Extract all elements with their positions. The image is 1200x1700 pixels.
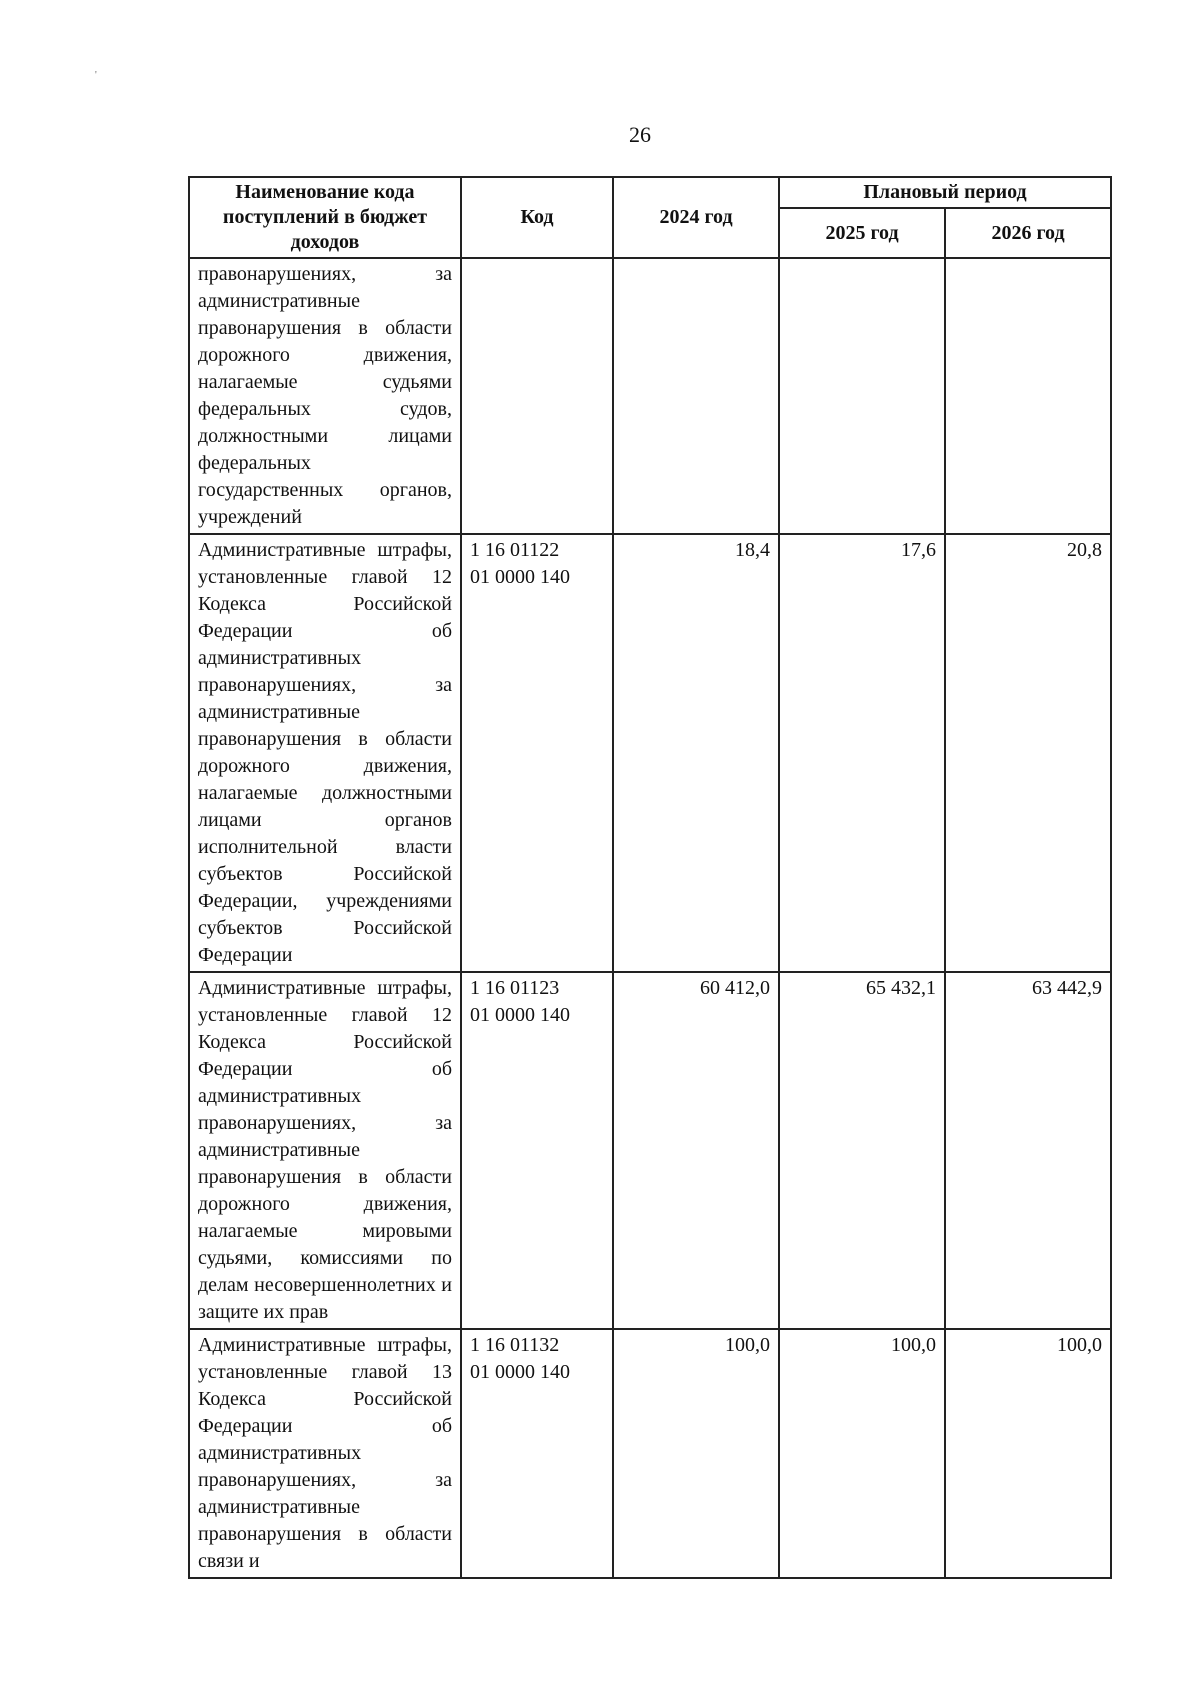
row-value-2026: 20,8 (945, 534, 1111, 972)
header-planned-period: Плановый период (779, 177, 1111, 208)
header-row-1 (189, 177, 1111, 208)
row-code (461, 972, 613, 1329)
row-code-line-1: 1 16 01123 (470, 977, 560, 999)
row-code-line-2: 01 0000 140 (470, 566, 570, 588)
header-name: Наименование кода поступлений в бюджет доходов (189, 177, 461, 258)
header-code: Код (461, 177, 613, 258)
row-name: Административные штрафы, установленные главой 13 Кодекса Российской Федерации об административных правонарушениях, за административные правонарушения в области связи и (189, 1329, 461, 1578)
row-code-line-2: 01 0000 140 (470, 1361, 570, 1383)
row-value-2024: 18,4 (613, 534, 779, 972)
revenue-table (188, 176, 1112, 1579)
row-code-line-1: 1 16 01132 (470, 1334, 560, 1356)
table-row (189, 534, 1111, 972)
row-code-line-1: 1 16 01122 (470, 539, 560, 561)
header-year-2025: 2025 год (779, 208, 945, 258)
header-year-2024: 2024 год (613, 177, 779, 258)
row-value-2026: 63 442,9 (945, 972, 1111, 1329)
row-code (461, 258, 613, 534)
table-row (189, 1329, 1111, 1578)
row-value-2026: 100,0 (945, 1329, 1111, 1578)
row-code-line-2: 01 0000 140 (470, 1004, 570, 1026)
table-row (189, 258, 1111, 534)
row-value-2024 (613, 258, 779, 534)
row-value-2025 (779, 258, 945, 534)
row-value-2026 (945, 258, 1111, 534)
row-value-2025: 65 432,1 (779, 972, 945, 1329)
row-code (461, 534, 613, 972)
row-name: правонарушениях, за административные правонарушения в области дорожного движения, налагаемые судьями федеральных судов, должностными лицами федеральных государственных органов, учреждений (189, 258, 461, 534)
table-row (189, 972, 1111, 1329)
header-year-2026: 2026 год (945, 208, 1111, 258)
row-value-2025: 100,0 (779, 1329, 945, 1578)
row-name: Административные штрафы, установленные главой 12 Кодекса Российской Федерации об административных правонарушениях, за административные правонарушения в области дорожного движения, налагаемые мировыми судьями, комиссиями по делам несовершеннолетних и защите их прав (189, 972, 461, 1329)
row-name: Административные штрафы, установленные главой 12 Кодекса Российской Федерации об административных правонарушениях, за административные правонарушения в области дорожного движения, налагаемые должностными лицами органов исполнительной власти субъектов Российской Федерации, учреждениями субъектов Российской Федерации (189, 534, 461, 972)
page-number: 26 (629, 122, 651, 147)
scan-mark: ' (95, 70, 97, 81)
row-value-2024: 60 412,0 (613, 972, 779, 1329)
row-code (461, 1329, 613, 1578)
row-value-2024: 100,0 (613, 1329, 779, 1578)
row-value-2025: 17,6 (779, 534, 945, 972)
